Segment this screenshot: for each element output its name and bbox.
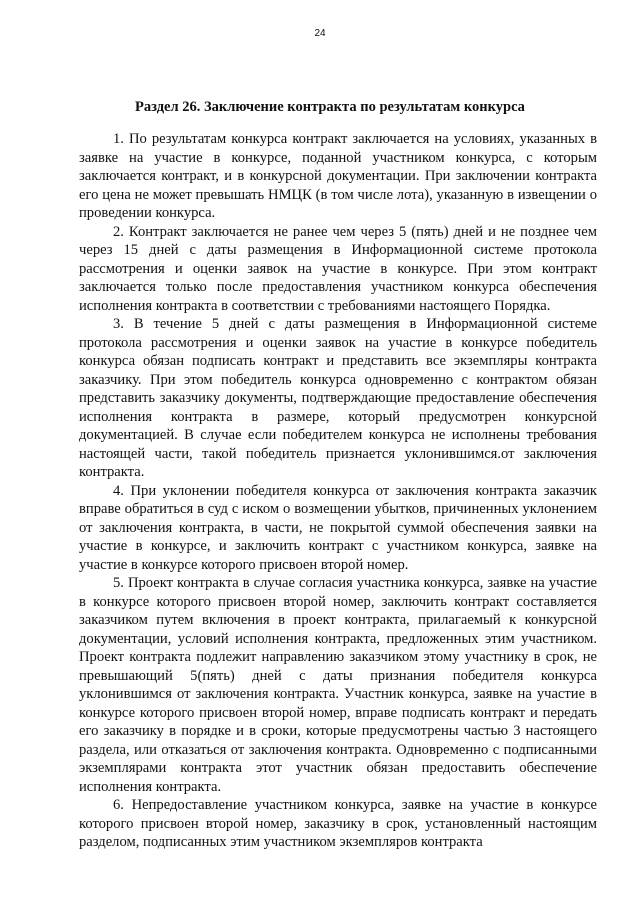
paragraph-2: 2. Контракт заключается не ранее чем через 5 (пять) дней и не позднее чем через 15 дней с даты размещения в Информационной системе протокола рассмотрения и оценки заявок на участие в конкурсе. При этом контракт заключается только после предоставления участником конкурса обеспечения исполнения контракта в соответствии с требованиями настоящего Порядка. xyxy=(79,223,597,314)
section-title: Раздел 26. Заключение контракта по результатам конкурса xyxy=(135,99,525,115)
page-number: 24 xyxy=(314,28,326,39)
paragraph-1: 1. По результатам конкурса контракт заключается на условиях, указанных в заявке на участие в конкурсе, поданной участником конкурса, с которым заключается контракт, и в конкурсной документации. При заключении контракта его цена не может превышать НМЦК (в том числе лота), указанную в извещении о проведении конкурса. xyxy=(79,131,597,221)
paragraph-5: 5. Проект контракта в случае согласия участника конкурса, заявке на участие в конкурсе которого присвоен второй номер, заключить контракт составляется заказчиком путем включения в проект контракта, прилагаемый к конкурсной документации, условий исполнения контракта, предложенных этим участником. Проект контракта подлежит направлению заказчиком этому участнику в срок, не превышающий 5(пять) дней с даты признания победителя конкурса уклонившимся от заключения контракта. Участник конкурса, заявке на участие в конкурсе которого присвоен второй номер, вправе подписать контракт и передать его заказчику в порядке и в сроки, которые предусмотрены частью 3 настоящего раздела, или отказаться от заключения контракта. Одновременно с подписанными экземплярами контракта этот участник обязан предоставить обеспечение исполнения контракта. xyxy=(79,575,597,795)
paragraph-6: 6. Непредоставление участником конкурса, заявке на участие в конкурсе которого присвоен второй номер, заказчику в срок, установленный настоящим разделом, подписанных этим участником экземпляров контракта xyxy=(79,797,597,850)
paragraph-4: 4. При уклонении победителя конкурса от заключения контракта заказчик вправе обратиться в суд с иском о возмещении убытков, причиненных уклонением от заключения контракта, в части, не покрытой суммой обеспечения заявки на участие в конкурсе, и заключить контракт с участником конкурса, заявке на участие в конкурсе которого присвоен второй номер. xyxy=(79,482,597,573)
document-body xyxy=(79,130,597,852)
paragraph-3: 3. В течение 5 дней с даты размещения в Информационной системе протокола рассмотрения и оценки заявок на участие в конкурсе победитель конкурса обязан подписать контракт и представить все экземпляры контракта заказчику. При этом победитель конкурса одновременно с контрактом обязан представить заказчику документы, подтверждающие предоставление обеспечения исполнения контракта в размере, который предусмотрен конкурсной документацией. В случае если победителем конкурса не исполнены требования настоящей части, такой победитель признается уклонившимся.от заключения контракта. xyxy=(79,316,597,480)
